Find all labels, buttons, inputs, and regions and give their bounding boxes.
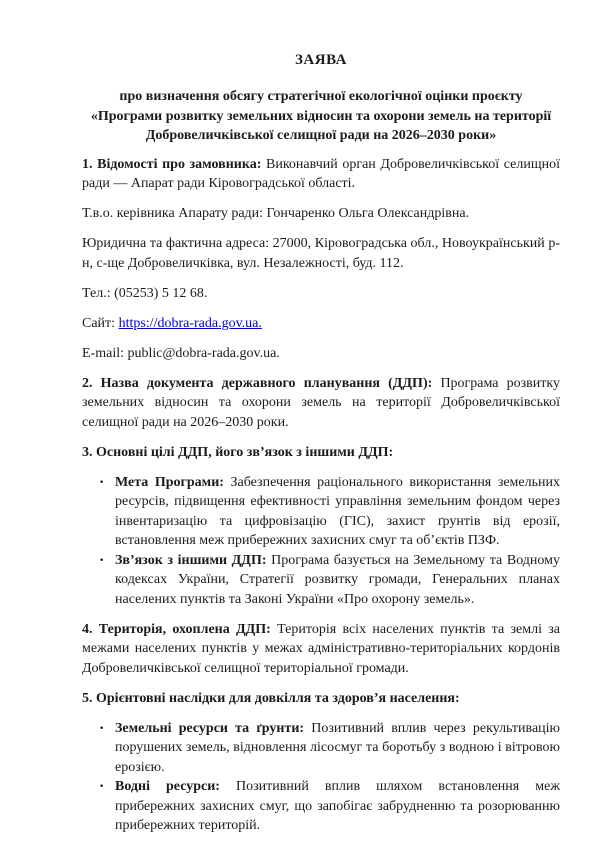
ddp-name-label: 2. Назва документа державного планування (ДДП): <box>82 375 433 391</box>
impact-label: Водні ресурси: <box>115 779 220 794</box>
site-link[interactable]: https://dobra-rada.gov.ua <box>118 315 259 331</box>
goal-text: Програма базується на Земельному та Водному кодексах України, Стратегії розвитку громади, Генеральних планах населених пунктів та Законі України «Про охорону земель». <box>115 552 561 607</box>
site-link-suffix: . <box>258 315 262 331</box>
list-item <box>99 551 561 610</box>
document-subtitle: про визначення обсягу стратегічної екологічної оцінки проєкту «Програми розвитку земельних відносин та охорони земель на території Добровеличківської селищної ради на 2026–2030 роки» <box>90 89 552 143</box>
address-paragraph: Юридична та фактична адреса: 27000, Кіровоградська обл., Новоукраїнський р-н, с-ще Добровеличківка, вул. Незалежності, буд. 112. <box>82 236 560 271</box>
bullet-icon: · <box>99 719 105 737</box>
goal-label: Мета Програми: <box>115 474 224 490</box>
list-item <box>99 777 560 836</box>
territory-text: Територія всіх населених пунктів та землі за межами населених пунктів у межах адміністративно-територіальних кордонів Добровеличківської селищної територіальної громади. <box>82 621 561 676</box>
list-item <box>99 473 560 551</box>
list-item <box>99 719 560 778</box>
impact-label: Земельні ресурси та ґрунти: <box>115 720 305 736</box>
acting-head-paragraph: Т.в.о. керівника Апарату ради: Гончаренко Ольга Олександрівна. <box>82 206 470 221</box>
bullet-icon: · <box>99 473 105 491</box>
impact-text: Позитивний вплив через рекультивацію порушених земель, відновлення лісосмуг та боротьбу з водною і вітровою ерозією. <box>115 720 560 775</box>
email-paragraph: E-mail: public@dobra-rada.gov.ua. <box>82 345 280 361</box>
goals-heading: 3. Основні цілі ДДП, його зв’язок з іншими ДДП: <box>82 444 394 460</box>
territory-label: 4. Територія, охоплена ДДП: <box>82 621 271 637</box>
goals-list <box>82 473 560 610</box>
site-paragraph <box>82 314 560 334</box>
customer-text: Виконавчий орган Добровеличківської селищної ради — Апарат ради Кіровоградської області. <box>82 156 560 191</box>
territory-paragraph <box>82 620 560 679</box>
goal-text: Забезпечення раціонального використання земельних ресурсів, підвищення ефективності управління земельним фондом через інвентаризацію та цифровізацію (ГІС), захист ґрунтів від ерозії, встановлення меж прибережних захисних смуг та об’єктів ПЗФ. <box>115 474 560 548</box>
ddp-name-paragraph <box>82 374 560 433</box>
bullet-icon: · <box>99 551 105 569</box>
document-title: ЗАЯВА <box>295 52 347 68</box>
site-label: Сайт: <box>82 315 116 331</box>
impacts-heading: 5. Орієнтовні наслідки для довкілля та здоров’я населення: <box>82 690 460 706</box>
ddp-name-text: Програма розвитку земельних відносин та охорони земель на території Добровеличківської селищної ради на 2026–2030 роки. <box>82 375 560 430</box>
goal-label: Зв’язок з іншими ДДП: <box>115 552 267 568</box>
customer-paragraph <box>82 155 560 194</box>
customer-label: 1. Відомості про замовника: <box>82 156 262 172</box>
impacts-list <box>82 719 560 836</box>
impact-text: Позитивний вплив шляхом встановлення меж прибережних захисних смуг, що запобігає забрудненню та розорюванню прибережних територій. <box>115 779 560 833</box>
phone-paragraph: Тел.: (05253) 5 12 68. <box>82 285 208 301</box>
bullet-icon: · <box>99 778 105 795</box>
